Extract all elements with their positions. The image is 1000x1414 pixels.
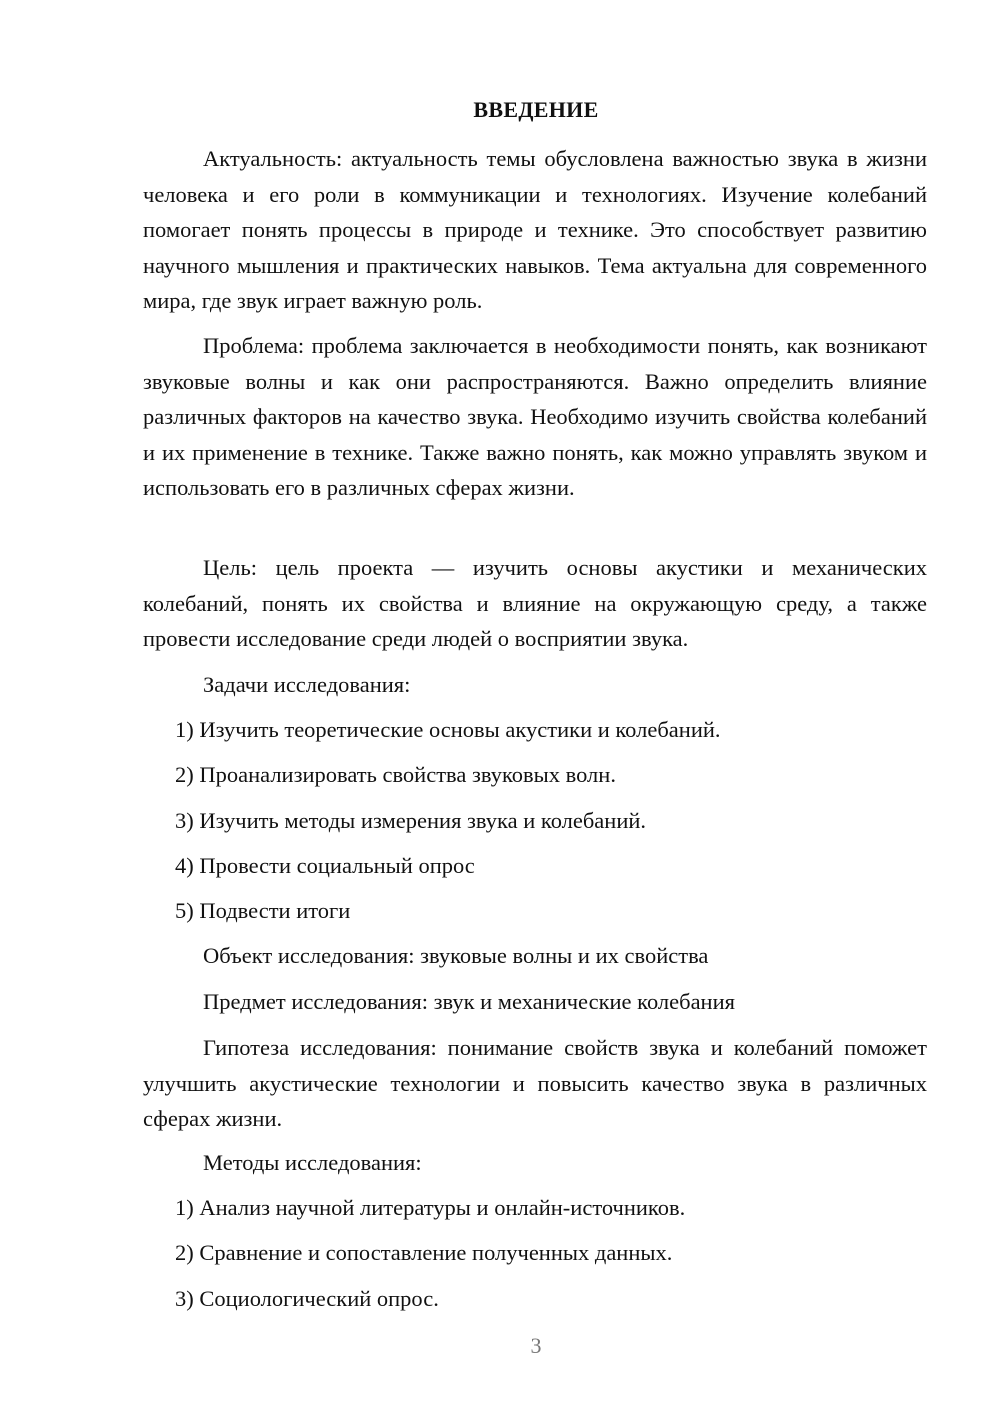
goal-paragraph: Цель: цель проекта — изучить основы акустики и механических колебаний, понять их свойства и влияние на окружающую среду, а также провести исследование среди людей о восприятии звука.	[143, 555, 927, 651]
task-item: 5) Подвести итоги	[175, 898, 351, 923]
page-title: ВВЕДЕНИЕ	[473, 97, 599, 122]
method-item: 1) Анализ научной литературы и онлайн-источников.	[175, 1195, 686, 1220]
method-item: 3) Социологический опрос.	[175, 1286, 439, 1311]
methods-heading: Методы исследования:	[203, 1150, 422, 1175]
tasks-heading: Задачи исследования:	[203, 672, 411, 697]
relevance-paragraph: Актуальность: актуальность темы обусловлена важностью звука в жизни человека и его роли в коммуникации и технологиях. Изучение колебаний помогает понять процессы в природе и технике. Это способствует развитию научного мышления и практических навыков. Тема актуальна для современного мира, где звук играет важную роль.	[143, 146, 927, 313]
task-item: 2) Проанализировать свойства звуковых волн.	[175, 762, 616, 787]
task-item: 1) Изучить теоретические основы акустики и колебаний.	[175, 717, 721, 742]
task-item: 3) Изучить методы измерения звука и колебаний.	[175, 808, 647, 833]
task-item: 4) Провести социальный опрос	[175, 853, 475, 878]
method-item: 2) Сравнение и сопоставление полученных данных.	[175, 1240, 673, 1265]
object-line: Объект исследования: звуковые волны и их свойства	[203, 943, 709, 968]
page-number: 3	[530, 1333, 542, 1358]
subject-line: Предмет исследования: звук и механические колебания	[203, 989, 735, 1014]
problem-paragraph: Проблема: проблема заключается в необходимости понять, как возникают звуковые волны и как они распространяются. Важно определить влияние различных факторов на качество звука. Необходимо изучить свойства колебаний и их применение в технике. Также важно понять, как можно управлять звуком и использовать его в различных сферах жизни.	[143, 333, 927, 500]
hypothesis-paragraph: Гипотеза исследования: понимание свойств звука и колебаний поможет улучшить акустические технологии и повысить качество звука в различных сферах жизни.	[143, 1035, 927, 1131]
